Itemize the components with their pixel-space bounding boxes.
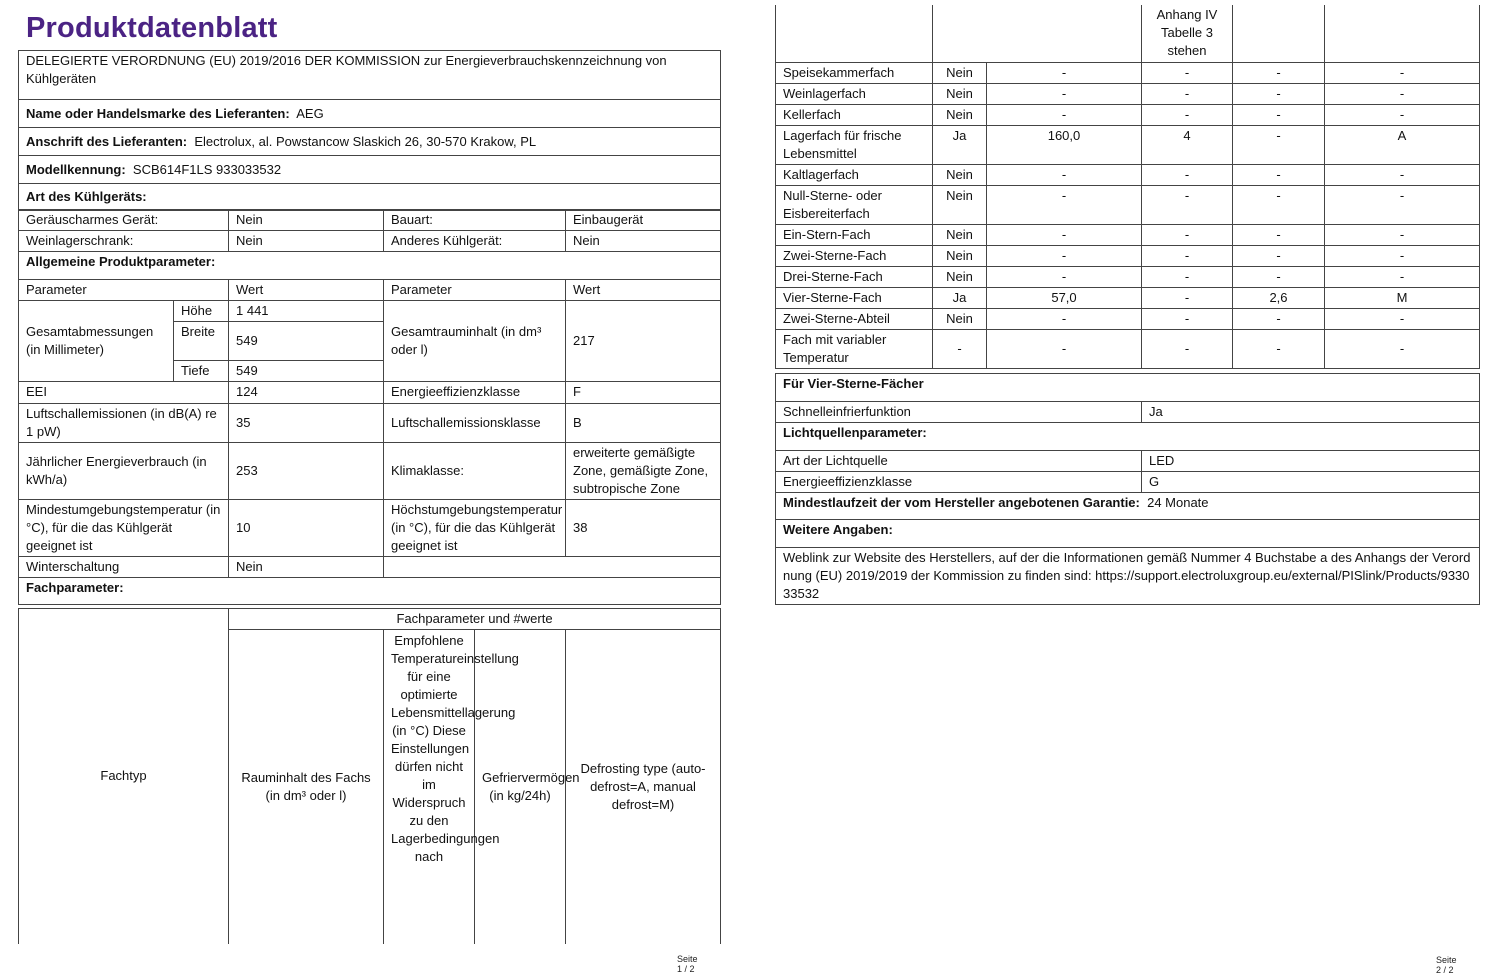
- fach-temp: -: [1142, 224, 1233, 245]
- fach-defrost: -: [1325, 83, 1480, 104]
- page-title: Produktdatenblatt: [26, 12, 278, 44]
- fach-raum: -: [987, 329, 1142, 368]
- volume-label: Gesamtrauminhalt (in dm³ oder l): [384, 301, 566, 382]
- fach-temp: -: [1142, 245, 1233, 266]
- fach-col-defrost: Defrosting type (auto-defrost=A, manual defrost=M): [566, 630, 721, 944]
- fach-temp: -: [1142, 62, 1233, 83]
- fach-gefrier: -: [1233, 185, 1325, 224]
- fach-col-fachtyp: Fachtyp: [19, 609, 229, 944]
- fach-temp: -: [1142, 329, 1233, 368]
- fach-header-table: [18, 608, 721, 944]
- fach-gefrier: -: [1233, 83, 1325, 104]
- cont-empty-3: [1233, 5, 1325, 62]
- energy-value: 253: [229, 443, 384, 500]
- cont-empty-2: [933, 5, 1142, 62]
- supplier-address-value: Electrolux, al. Powstancow Slaskich 26, 30-570 Krakow, PL: [194, 133, 537, 149]
- type-value-4: Nein: [566, 231, 721, 252]
- fach-raum: -: [987, 83, 1142, 104]
- dims-label: Gesamtabmessungen (in Millimeter): [19, 301, 174, 382]
- fach-defrost: -: [1325, 62, 1480, 83]
- supplier-address-label: Anschrift des Lieferanten:: [26, 133, 188, 149]
- col-header-param-2: Parameter: [384, 280, 566, 301]
- fach-temp: -: [1142, 266, 1233, 287]
- continuation-text: Anhang IV Tabelle 3 stehen: [1142, 5, 1233, 62]
- noise-label: Luftschallemissionen (in dB(A) re 1 pW): [19, 404, 229, 443]
- breite-value: 549: [229, 322, 384, 361]
- fach-yn: Nein: [933, 224, 987, 245]
- fach-gefrier: -: [1233, 62, 1325, 83]
- quick-freeze-label: Schnelleinfrierfunktion: [776, 402, 1142, 423]
- fach-defrost: M: [1325, 287, 1480, 308]
- fach-temp: 4: [1142, 125, 1233, 164]
- fach-defrost: -: [1325, 266, 1480, 287]
- fach-name: Kaltlagerfach: [776, 164, 933, 185]
- general-table: [18, 209, 721, 605]
- fach-temp: -: [1142, 308, 1233, 329]
- efficiency-class-value: F: [566, 382, 721, 404]
- fach-raum: -: [987, 104, 1142, 125]
- light-class-value: G: [1142, 472, 1480, 493]
- fach-temp: -: [1142, 185, 1233, 224]
- fach-col-temp: Empfohlene Temperatureinstellung für eine optimierte Lebensmittellagerung (in °C) Diese Einstellungen dürfen nicht im Widerspruch zu den Lagerbedingungen nach: [384, 630, 475, 944]
- fach-gefrier: -: [1233, 266, 1325, 287]
- hoehe-label: Höhe: [174, 301, 229, 322]
- efficiency-class-label: Energieeffizienzklasse: [384, 382, 566, 404]
- fach-name: Ein-Stern-Fach: [776, 224, 933, 245]
- type-value-1: Nein: [229, 210, 384, 231]
- fach-raum: -: [987, 185, 1142, 224]
- fach-raum: 160,0: [987, 125, 1142, 164]
- fach-gefrier: -: [1233, 224, 1325, 245]
- fach-yn: Nein: [933, 83, 987, 104]
- fach-temp: -: [1142, 83, 1233, 104]
- noise-class-label: Luftschallemissionsklasse: [384, 404, 566, 443]
- fach-yn: Nein: [933, 308, 987, 329]
- winter-label: Winterschaltung: [19, 557, 229, 578]
- eei-value: 124: [229, 382, 384, 404]
- supplier-name-value: AEG: [296, 105, 324, 121]
- supplier-name-label: Name oder Handelsmarke des Lieferanten:: [26, 105, 290, 121]
- fach-col-gefrier: Gefriervermögen (in kg/24h): [475, 630, 566, 944]
- winter-empty: [384, 557, 721, 578]
- fach-yn: Ja: [933, 125, 987, 164]
- type-heading: Art des Kühlgeräts:: [19, 184, 721, 211]
- noise-class-value: B: [566, 404, 721, 443]
- extra-table: [775, 373, 1480, 605]
- fach-gefrier: -: [1233, 125, 1325, 164]
- supplier-name-row: [19, 100, 721, 128]
- fach-name: Zwei-Sterne-Fach: [776, 245, 933, 266]
- fach-name: Kellerfach: [776, 104, 933, 125]
- supplier-address-row: [19, 128, 721, 156]
- general-heading: Allgemeine Produktparameter:: [19, 252, 721, 280]
- fach-raum: -: [987, 164, 1142, 185]
- climate-value: erweiterte gemäßigte Zone, gemäßigte Zone, subtropische Zone: [566, 443, 721, 500]
- fach-name: Vier-Sterne-Fach: [776, 287, 933, 308]
- fach-raum: -: [987, 266, 1142, 287]
- light-heading: Lichtquellenparameter:: [776, 423, 1480, 451]
- fach-yn: Nein: [933, 62, 987, 83]
- fach-raum: -: [987, 308, 1142, 329]
- light-class-label: Energieeffizienzklasse: [776, 472, 1142, 493]
- fach-name: Fach mit variabler Temperatur: [776, 329, 933, 368]
- regulation-text: DELEGIERTE VERORDNUNG (EU) 2019/2016 DER KOMMISSION zur Energieverbrauchskennzeichnung von Kühlgeräten: [19, 51, 721, 100]
- fach-raum: -: [987, 62, 1142, 83]
- type-label-3: Weinlagerschrank:: [19, 231, 229, 252]
- quick-freeze-value: Ja: [1142, 402, 1480, 423]
- col-header-value-2: Wert: [566, 280, 721, 301]
- more-heading: Weitere Angaben:: [776, 520, 1480, 548]
- fach-defrost: A: [1325, 125, 1480, 164]
- type-label-4: Anderes Kühlgerät:: [384, 231, 566, 252]
- fach-raum: -: [987, 245, 1142, 266]
- fach-temp: -: [1142, 164, 1233, 185]
- fach-yn: Nein: [933, 266, 987, 287]
- winter-value: Nein: [229, 557, 384, 578]
- table-row: [776, 185, 1480, 224]
- max-temp-value: 38: [566, 500, 721, 557]
- four-star-heading: Für Vier-Sterne-Fächer: [776, 374, 1480, 402]
- fach-yn: Ja: [933, 287, 987, 308]
- fach-defrost: -: [1325, 185, 1480, 224]
- fach-temp: -: [1142, 104, 1233, 125]
- light-type-value: LED: [1142, 451, 1480, 472]
- table-row: [776, 308, 1480, 329]
- fach-name: Null-Sterne- oder Eisbereiterfach: [776, 185, 933, 224]
- fach-gefrier: -: [1233, 245, 1325, 266]
- fach-yn: Nein: [933, 164, 987, 185]
- table-row: [776, 329, 1480, 368]
- fach-yn: Nein: [933, 104, 987, 125]
- energy-label: Jährlicher Energieverbrauch (in kWh/a): [19, 443, 229, 500]
- model-value: SCB614F1LS 933033532: [132, 161, 282, 177]
- fach-name: Zwei-Sterne-Abteil: [776, 308, 933, 329]
- cont-empty-4: [1325, 5, 1480, 62]
- table-row: [776, 164, 1480, 185]
- table-row: [776, 245, 1480, 266]
- table-row: [776, 125, 1480, 164]
- table-row: [776, 83, 1480, 104]
- fach-raum: 57,0: [987, 287, 1142, 308]
- volume-value: 217: [566, 301, 721, 382]
- model-row: [19, 156, 721, 184]
- fach-gefrier: -: [1233, 104, 1325, 125]
- col-header-param: Parameter: [19, 280, 229, 301]
- fach-raum: -: [987, 224, 1142, 245]
- tiefe-label: Tiefe: [174, 361, 229, 382]
- col-header-value: Wert: [229, 280, 384, 301]
- model-label: Modellkennung:: [26, 161, 126, 177]
- table-row: [776, 224, 1480, 245]
- page-footer-1: Seite 1 / 2: [677, 954, 698, 974]
- fach-name: Lagerfach für frische Lebensmittel: [776, 125, 933, 164]
- eei-label: EEI: [19, 382, 229, 404]
- fach-heading: Fachparameter:: [19, 578, 721, 605]
- max-temp-label: Höchstumgebungstemperatur (in °C), für die das Kühlgerät geeignet ist: [384, 500, 566, 557]
- fach-yn: -: [933, 329, 987, 368]
- fach-name: Weinlagerfach: [776, 83, 933, 104]
- weblink-text: Weblink zur Website des Herstellers, auf der die Informationen gemäß Nummer 4 Buchstabe a des Anhangs der Verordnung (EU) 2019/2019 der Kommission zu finden sind: https://support.electroluxgroup.eu/external/PISlink/Products/933033532: [776, 548, 1480, 605]
- fach-name: Speisekammerfach: [776, 62, 933, 83]
- fach-defrost: -: [1325, 104, 1480, 125]
- climate-label: Klimaklasse:: [384, 443, 566, 500]
- breite-label: Breite: [174, 322, 229, 361]
- fach-rows-table: [775, 5, 1480, 369]
- fach-gefrier: -: [1233, 164, 1325, 185]
- tiefe-value: 549: [229, 361, 384, 382]
- warranty-row: [776, 493, 1480, 520]
- warranty-label: Mindestlaufzeit der vom Hersteller angebotenen Garantie:: [783, 495, 1140, 510]
- fach-defrost: -: [1325, 329, 1480, 368]
- fach-yn: Nein: [933, 245, 987, 266]
- type-label-1: Geräuscharmes Gerät:: [19, 210, 229, 231]
- cont-empty-1: [776, 5, 933, 62]
- fach-gefrier: -: [1233, 329, 1325, 368]
- fach-defrost: -: [1325, 224, 1480, 245]
- fach-group-header: Fachparameter und #werte: [229, 609, 721, 630]
- fach-temp: -: [1142, 287, 1233, 308]
- fach-yn: Nein: [933, 185, 987, 224]
- table-row: [776, 62, 1480, 83]
- type-label-2: Bauart:: [384, 210, 566, 231]
- fach-col-raum: Rauminhalt des Fachs (in dm³ oder l): [229, 630, 384, 944]
- type-value-2: Einbaugerät: [566, 210, 721, 231]
- table-row: [776, 266, 1480, 287]
- page-footer-2: Seite 2 / 2: [1436, 955, 1457, 975]
- fach-defrost: -: [1325, 164, 1480, 185]
- fach-defrost: -: [1325, 308, 1480, 329]
- fach-defrost: -: [1325, 245, 1480, 266]
- fach-name: Drei-Sterne-Fach: [776, 266, 933, 287]
- noise-value: 35: [229, 404, 384, 443]
- type-value-3: Nein: [229, 231, 384, 252]
- header-table: [18, 50, 721, 211]
- min-temp-label: Mindestumgebungstemperatur (in °C), für die das Kühlgerät geeignet ist: [19, 500, 229, 557]
- hoehe-value: 1 441: [229, 301, 384, 322]
- min-temp-value: 10: [229, 500, 384, 557]
- warranty-value: 24 Monate: [1147, 495, 1209, 510]
- light-type-label: Art der Lichtquelle: [776, 451, 1142, 472]
- fach-gefrier: 2,6: [1233, 287, 1325, 308]
- fach-gefrier: -: [1233, 308, 1325, 329]
- table-row: [776, 287, 1480, 308]
- table-row: [776, 104, 1480, 125]
